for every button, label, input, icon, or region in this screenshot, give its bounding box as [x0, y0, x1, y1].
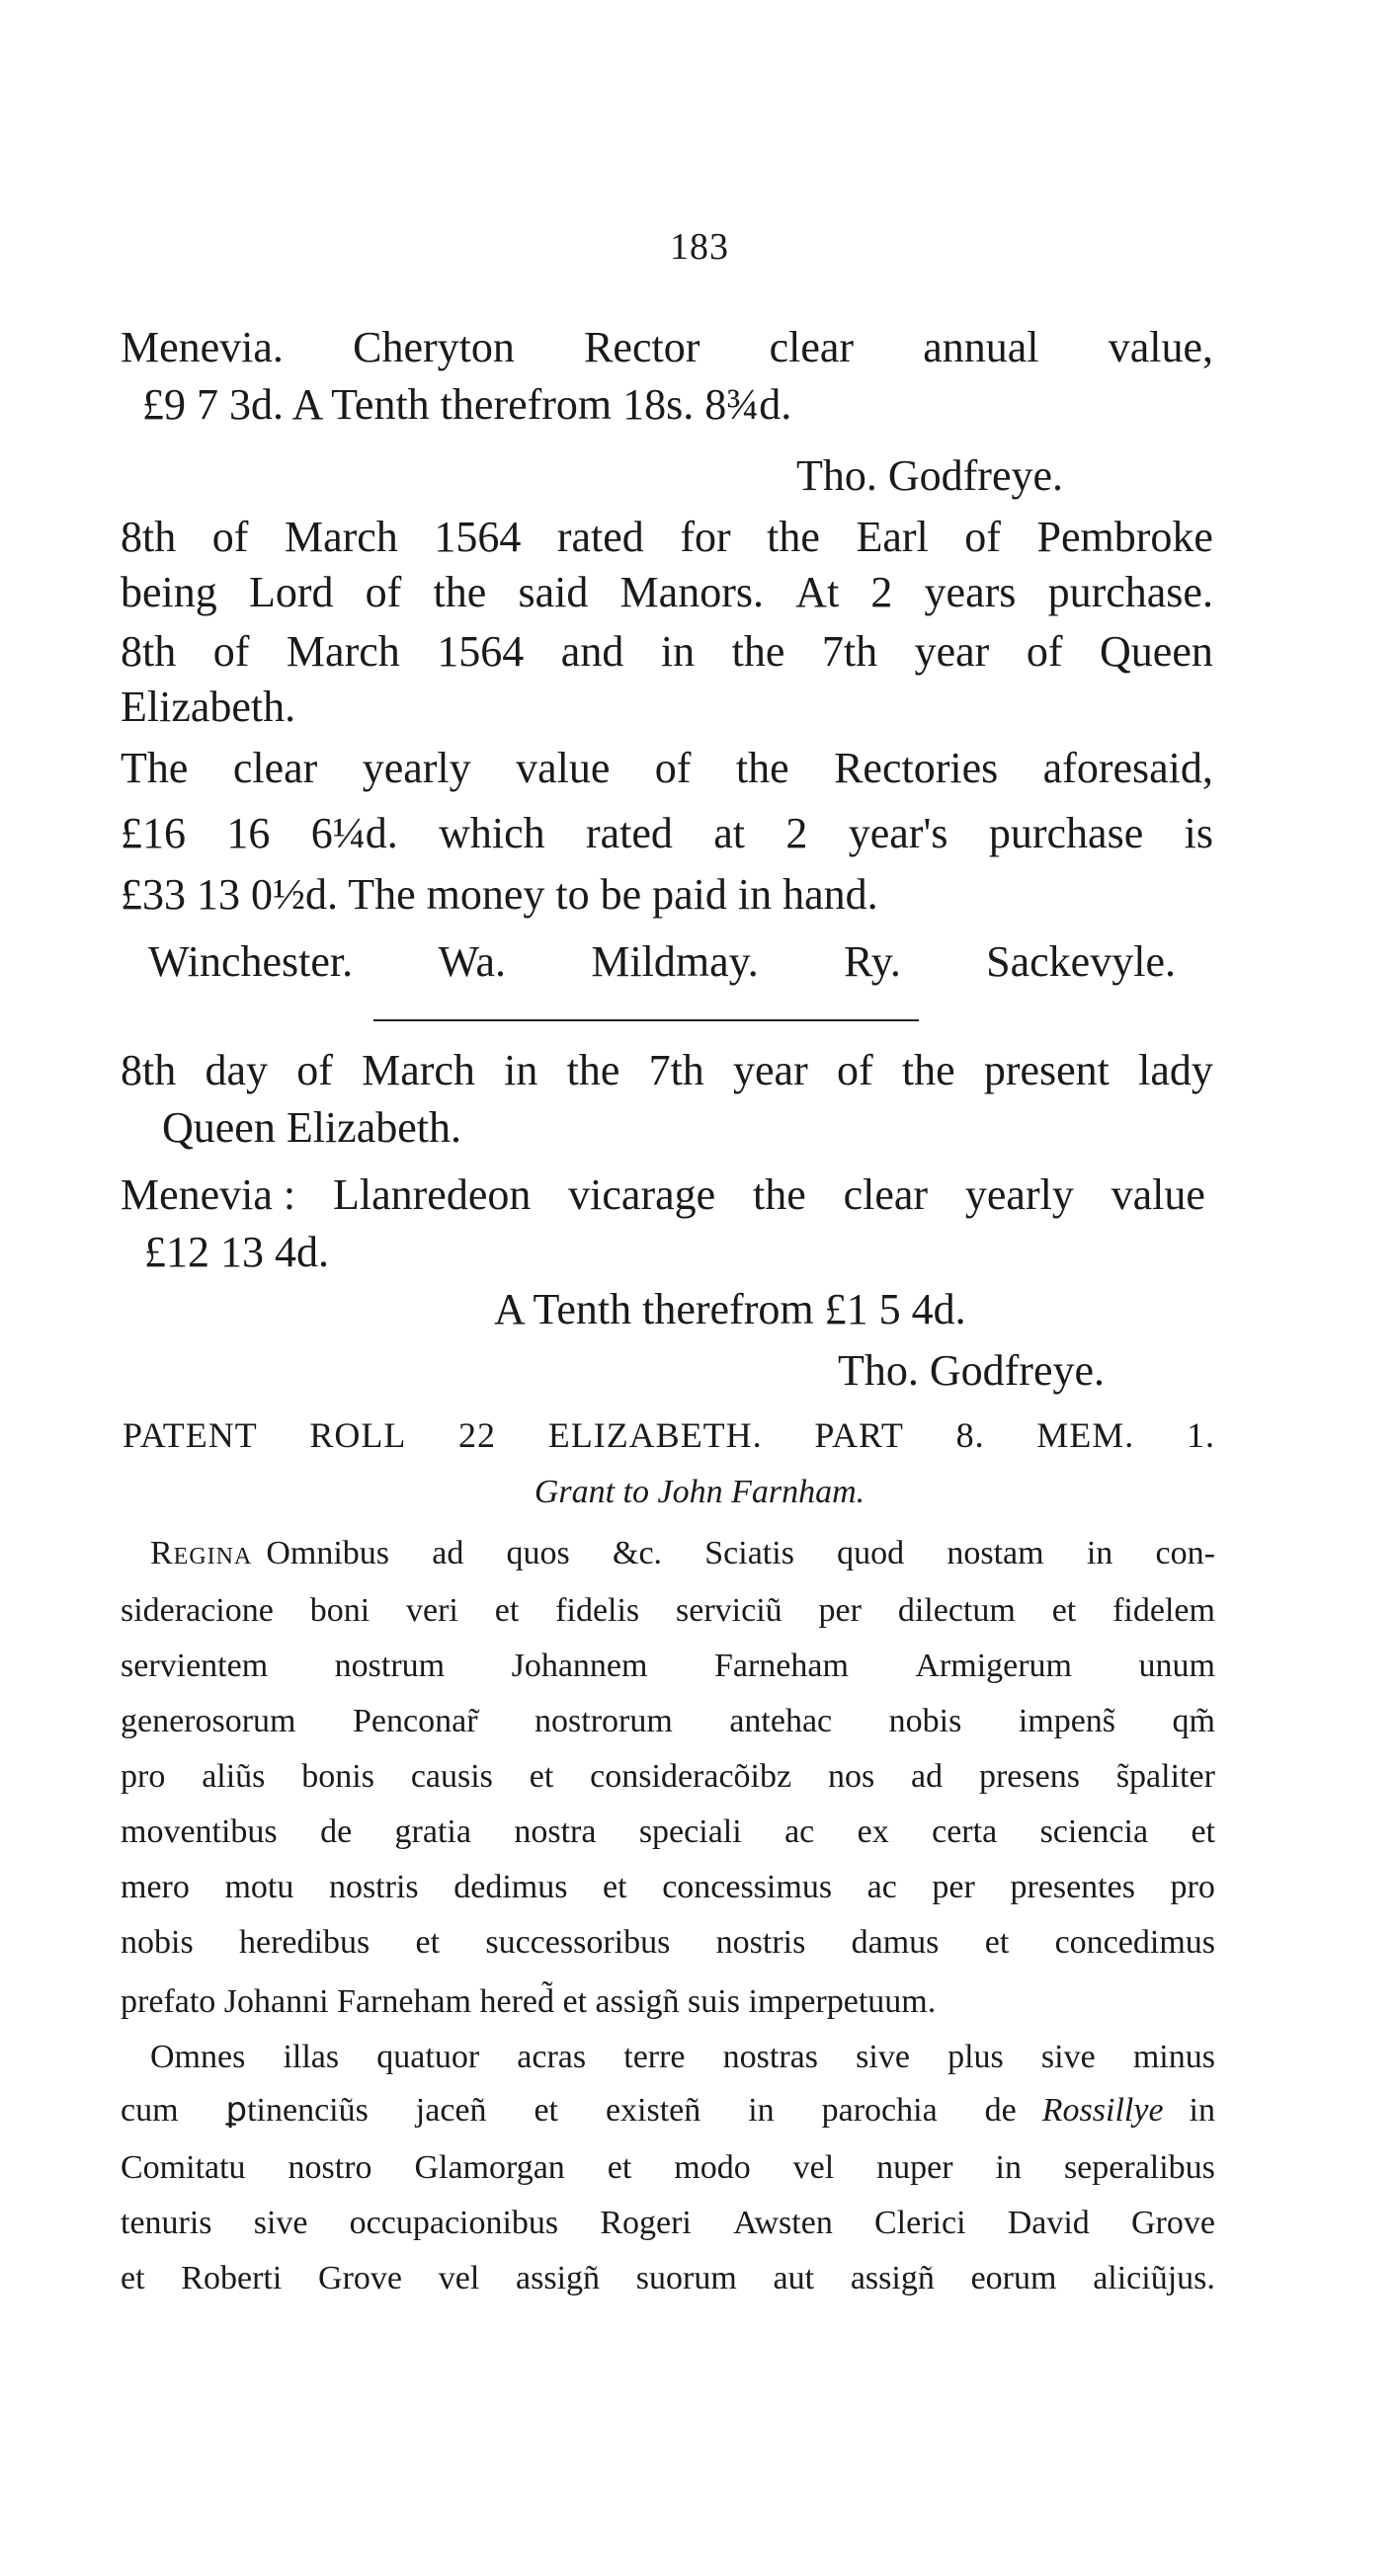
- s2-line1: [121, 1041, 1213, 1099]
- word: present: [983, 1046, 1110, 1094]
- word: servientem: [121, 1648, 269, 1684]
- s1-line4: [121, 508, 1213, 566]
- word: fidelem: [1112, 1592, 1215, 1629]
- word: modo: [674, 2149, 751, 2186]
- word: the: [767, 513, 820, 561]
- word: aliciũjus.: [1093, 2260, 1215, 2296]
- word: suorum: [635, 2260, 737, 2296]
- word: Menevia.: [121, 323, 284, 371]
- word: de: [984, 2092, 1017, 2129]
- word: et: [415, 1924, 441, 1961]
- word: purchase.: [1047, 568, 1213, 616]
- word: Awsten: [733, 2205, 833, 2241]
- word: presentes: [1010, 1869, 1135, 1905]
- word: PART: [814, 1415, 904, 1455]
- s2-signature: Tho. Godfreye.: [838, 1346, 1106, 1395]
- word: of: [365, 568, 402, 616]
- word: 1564: [434, 513, 522, 561]
- word: of: [964, 513, 1001, 561]
- word: nostrum: [334, 1648, 446, 1684]
- word: heredibus: [239, 1924, 370, 1961]
- word: Winchester.: [148, 937, 354, 986]
- word: vel: [438, 2260, 480, 2296]
- word: et: [534, 2092, 559, 2129]
- word: Llanredeon: [333, 1170, 532, 1219]
- s3-p1-line: [121, 1695, 1215, 1747]
- s1-line11: [148, 932, 1176, 991]
- word: quod: [837, 1535, 905, 1571]
- word: being: [121, 568, 217, 616]
- word: mero: [121, 1869, 190, 1905]
- word: clear: [769, 323, 855, 371]
- word: year: [914, 627, 990, 676]
- word: sive: [1040, 2039, 1096, 2075]
- s1-line1: [121, 318, 1213, 376]
- word: year: [733, 1046, 808, 1094]
- word: in: [504, 1046, 538, 1094]
- word: vel: [792, 2149, 835, 2186]
- word: sive: [856, 2039, 910, 2075]
- word: annual: [923, 323, 1039, 371]
- s3-p1-line: [121, 1806, 1215, 1858]
- word: Ry.: [844, 937, 901, 986]
- word: 22: [458, 1415, 497, 1455]
- word: rated: [556, 513, 644, 561]
- word: Sackevyle.: [986, 937, 1176, 986]
- word: bonis: [301, 1758, 374, 1795]
- word: said: [518, 568, 589, 616]
- word: terre: [623, 2039, 686, 2075]
- word: 6¼d.: [310, 809, 398, 857]
- word: successoribus: [485, 1924, 671, 1961]
- word: quatuor: [376, 2039, 480, 2075]
- word: fidelis: [555, 1592, 640, 1629]
- section-divider: [373, 1019, 919, 1021]
- word: nostro: [288, 2149, 372, 2186]
- word: per: [932, 1869, 975, 1905]
- word: s̃paliter: [1115, 1758, 1215, 1795]
- word: ꝑtinenciũs: [225, 2092, 369, 2129]
- word: of: [211, 513, 249, 561]
- word: of: [836, 1046, 873, 1094]
- word: causis: [410, 1758, 493, 1795]
- word: gratia: [394, 1813, 471, 1850]
- word: Omnibus: [266, 1535, 390, 1571]
- word: and: [560, 627, 624, 676]
- word: existeñ: [605, 2092, 701, 2129]
- word: nobis: [888, 1703, 962, 1739]
- word: clear: [843, 1170, 929, 1219]
- word: vicarage: [568, 1170, 716, 1219]
- word: impens̃: [1018, 1703, 1116, 1739]
- word: Mildmay.: [591, 937, 759, 986]
- word: 2: [870, 568, 893, 616]
- s1-line6: [121, 622, 1213, 681]
- word: nostrorum: [535, 1703, 673, 1739]
- word: consideracõibz: [590, 1758, 792, 1795]
- word: qm̃: [1172, 1703, 1215, 1739]
- page-number: 183: [670, 226, 729, 268]
- word: et: [984, 1924, 1010, 1961]
- word: seperalibus: [1063, 2149, 1215, 2186]
- word: is: [1184, 809, 1213, 857]
- word: dedimus: [453, 1869, 568, 1905]
- word: Clerici: [874, 2205, 966, 2241]
- word: ad: [911, 1758, 944, 1795]
- word: et: [603, 1869, 627, 1905]
- s3-p1-line1-rest: [266, 1527, 1215, 1579]
- word: ROLL: [309, 1415, 407, 1455]
- s2-line4: £12 13 4d.: [144, 1228, 329, 1276]
- s3-p2-line: [121, 2141, 1215, 2194]
- word: Roberti: [181, 2260, 283, 2296]
- word: nostra: [514, 1813, 597, 1850]
- word: presens: [978, 1758, 1080, 1795]
- word: unum: [1138, 1648, 1215, 1684]
- word: pro: [1170, 1869, 1215, 1905]
- word: the: [901, 1046, 955, 1094]
- word: Rector: [584, 323, 700, 371]
- word: boni: [309, 1592, 370, 1629]
- word: nobis: [121, 1924, 194, 1961]
- word: aliũs: [202, 1758, 266, 1795]
- word: Penconar̃: [353, 1703, 478, 1739]
- word: the: [735, 744, 789, 792]
- word: Menevia :: [121, 1170, 296, 1219]
- word: 8th: [121, 627, 177, 676]
- word: which: [439, 809, 545, 857]
- word: Grove: [1130, 2205, 1215, 2241]
- s3-p2-line2-a: [121, 2084, 1017, 2136]
- word: 7th: [821, 627, 878, 676]
- s3-p1-line1: [150, 1527, 1215, 1579]
- word: for: [680, 513, 731, 561]
- word: rated: [585, 809, 673, 857]
- word: Manors.: [619, 568, 764, 616]
- word: in: [1086, 1535, 1113, 1571]
- word: speciali: [638, 1813, 742, 1850]
- s1-signature: Tho. Godfreye.: [796, 451, 1064, 500]
- word: value: [1111, 1170, 1205, 1219]
- word: et: [121, 2260, 145, 2296]
- word: aut: [773, 2260, 815, 2296]
- word: 2: [785, 809, 808, 857]
- word: 1.: [1186, 1415, 1215, 1455]
- word: con-: [1155, 1535, 1215, 1571]
- word: Johannem: [511, 1648, 648, 1684]
- word: 8th: [121, 513, 177, 561]
- word: years: [924, 568, 1017, 616]
- word: et: [1051, 1592, 1077, 1629]
- word: in: [748, 2092, 775, 2129]
- word: concedimus: [1054, 1924, 1215, 1961]
- word: assigñ: [516, 2260, 601, 2296]
- word: de: [320, 1813, 353, 1850]
- word: sideracione: [121, 1592, 274, 1629]
- word: Lord: [248, 568, 334, 616]
- s1-line7: Elizabeth.: [121, 683, 296, 731]
- s1-line2: £9 7 3d. A Tenth therefrom 18s. 8¾d.: [142, 380, 792, 429]
- s1-line9: [121, 804, 1213, 862]
- word: in: [660, 627, 696, 676]
- word: 16: [226, 809, 271, 857]
- s3-p1-line: [121, 1750, 1215, 1803]
- word: sive: [253, 2205, 308, 2241]
- word: Pembroke: [1036, 513, 1213, 561]
- word: dilectum: [897, 1592, 1016, 1629]
- word: ELIZABETH.: [547, 1415, 763, 1455]
- word: year's: [848, 809, 948, 857]
- word: nostris: [715, 1924, 806, 1961]
- word: Comitatu: [121, 2149, 246, 2186]
- word: MEM.: [1036, 1415, 1135, 1455]
- word: jaceñ: [415, 2092, 487, 2129]
- word: March: [362, 1046, 475, 1094]
- word: Queen: [1100, 627, 1213, 676]
- word: ad: [432, 1535, 464, 1571]
- word: Glamorgan: [414, 2149, 565, 2186]
- word: 1564: [437, 627, 525, 676]
- word: Armigerum: [915, 1648, 1073, 1684]
- word: value: [516, 744, 611, 792]
- word: pro: [121, 1758, 166, 1795]
- word: Omnes: [150, 2039, 246, 2075]
- word: motu: [224, 1869, 294, 1905]
- word: certa: [932, 1813, 998, 1850]
- word: of: [212, 627, 250, 676]
- word: per: [818, 1592, 862, 1629]
- s1-line10: £33 13 0½d. The money to be paid in hand.: [121, 870, 878, 919]
- word: clear: [232, 744, 318, 792]
- word: plus: [947, 2039, 1004, 2075]
- word: nostam: [946, 1535, 1044, 1571]
- s3-p2-line: [121, 2252, 1215, 2304]
- s1-line5: [121, 563, 1213, 621]
- word: et: [494, 1592, 520, 1629]
- word: ex: [857, 1813, 889, 1850]
- word: nos: [827, 1758, 875, 1795]
- word: damus: [851, 1924, 940, 1961]
- word: nostris: [328, 1869, 419, 1905]
- word: The: [121, 744, 189, 792]
- word: parochia: [821, 2092, 938, 2129]
- word: et: [607, 2149, 632, 2186]
- word: 7th: [648, 1046, 704, 1094]
- s3-p1-line: [121, 1916, 1215, 1969]
- word: 8th: [121, 1046, 177, 1094]
- word: the: [566, 1046, 620, 1094]
- word: Farneham: [713, 1648, 849, 1684]
- word: &c.: [613, 1535, 663, 1571]
- word: assigñ: [850, 2260, 935, 2296]
- word: Wa.: [438, 937, 507, 986]
- s3-p1-last: prefato Johanni Farneham hered̃ et assigñ suis imperpetuum.: [121, 1983, 937, 2020]
- word: sciencia: [1039, 1813, 1149, 1850]
- word: day: [205, 1046, 268, 1094]
- s3-subheading: Grant to John Farnham.: [534, 1474, 865, 1510]
- word: David: [1007, 2205, 1090, 2241]
- word: at: [713, 809, 746, 857]
- word: purchase: [988, 809, 1144, 857]
- word: acras: [517, 2039, 587, 2075]
- word: illas: [283, 2039, 340, 2075]
- word: lady: [1138, 1046, 1213, 1094]
- s3-p2-line2-b: in: [1189, 2092, 1215, 2129]
- word: nostras: [722, 2039, 818, 2075]
- word: serviciũ: [676, 1592, 782, 1629]
- word: PATENT: [123, 1415, 258, 1455]
- word: quos: [506, 1535, 570, 1571]
- word: ac: [866, 1869, 897, 1905]
- word: the: [753, 1170, 806, 1219]
- s3-p2-line1: [150, 2031, 1215, 2083]
- word: generosorum: [121, 1703, 296, 1739]
- word: concessimus: [662, 1869, 833, 1905]
- s3-p2-line: [121, 2197, 1215, 2249]
- word: March: [284, 513, 398, 561]
- word: Grove: [318, 2260, 402, 2296]
- word: veri: [406, 1592, 458, 1629]
- word: At: [795, 568, 840, 616]
- word: Earl: [856, 513, 929, 561]
- s3-p1-line: [121, 1640, 1215, 1692]
- word: the: [433, 568, 487, 616]
- word: £16: [121, 809, 186, 857]
- word: moventibus: [121, 1813, 278, 1850]
- word: Rectories: [834, 744, 999, 792]
- word: of: [1026, 627, 1063, 676]
- word: occupacionibus: [349, 2205, 559, 2241]
- word: 8.: [955, 1415, 985, 1455]
- word: antehac: [729, 1703, 833, 1739]
- s3-place-name: Rossillye: [1041, 2092, 1164, 2129]
- word: cum: [121, 2092, 179, 2129]
- word: the: [731, 627, 785, 676]
- s3-p2-line2: [121, 2084, 1215, 2136]
- word: March: [286, 627, 400, 676]
- word: of: [654, 744, 692, 792]
- s3-p1-first-word: Regina: [150, 1535, 253, 1571]
- s2-line2: Queen Elizabeth.: [162, 1103, 461, 1152]
- word: ac: [784, 1813, 815, 1850]
- word: eorum: [970, 2260, 1057, 2296]
- s3-heading: [123, 1407, 1215, 1465]
- s2-line3: [121, 1166, 1205, 1224]
- s3-p1-line: [121, 1861, 1215, 1913]
- word: Cheryton: [353, 323, 515, 371]
- s2-line5: A Tenth therefrom £1 5 4d.: [494, 1285, 966, 1333]
- word: aforesaid,: [1042, 744, 1213, 792]
- word: minus: [1132, 2039, 1215, 2075]
- s3-p1-line: [121, 1584, 1215, 1637]
- word: et: [529, 1758, 554, 1795]
- word: et: [1191, 1813, 1215, 1850]
- s1-line8: [121, 739, 1213, 797]
- word: nuper: [876, 2149, 953, 2186]
- word: of: [296, 1046, 333, 1094]
- word: Sciatis: [704, 1535, 794, 1571]
- word: Rogeri: [600, 2205, 692, 2241]
- word: yearly: [362, 744, 471, 792]
- word: value,: [1108, 323, 1213, 371]
- word: in: [995, 2149, 1022, 2186]
- word: tenuris: [121, 2205, 212, 2241]
- word: yearly: [964, 1170, 1074, 1219]
